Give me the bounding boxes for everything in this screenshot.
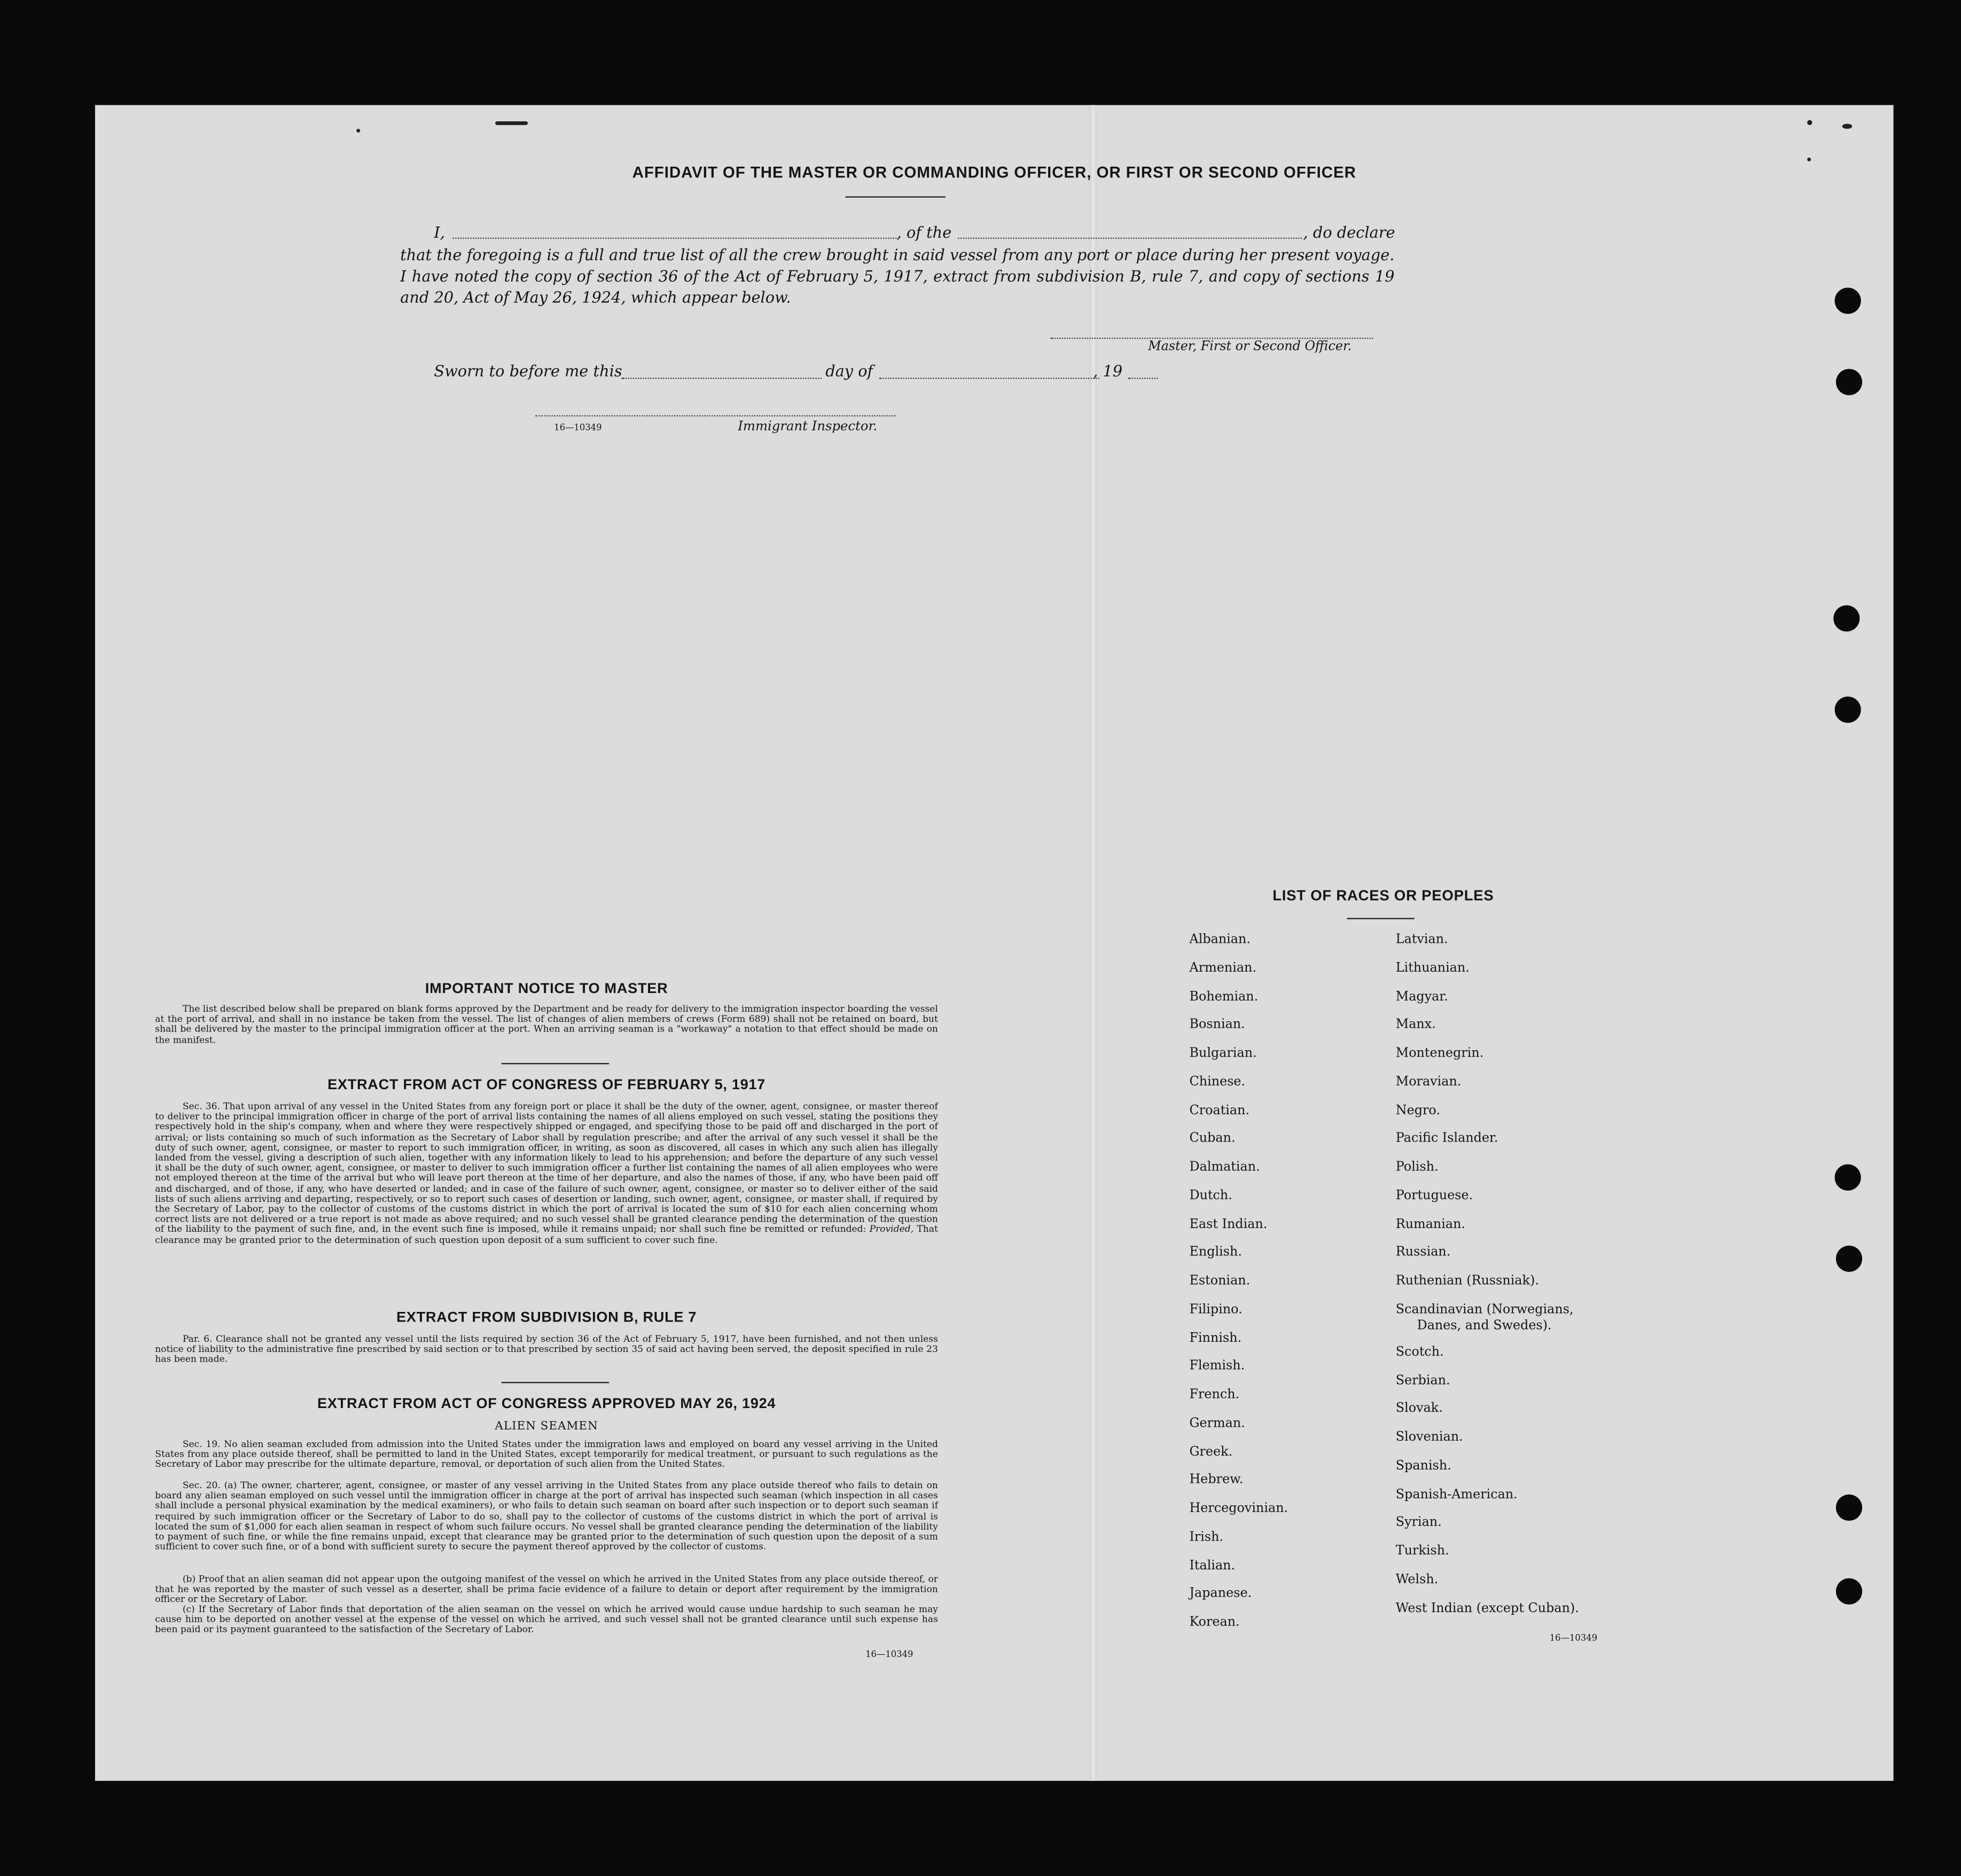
race-item: Danes, and Swedes). — [1417, 1319, 1552, 1333]
sec19-body — [155, 1440, 938, 1471]
binder-hole — [1833, 605, 1860, 631]
races-title: LIST OF RACES OR PEOPLES — [1272, 886, 1494, 904]
race-item: Bulgarian. — [1189, 1046, 1257, 1061]
race-item: German. — [1189, 1416, 1245, 1431]
races-underline — [1347, 918, 1414, 919]
extract-form-number: 16—10349 — [865, 1650, 913, 1660]
race-item: Hercegovinian. — [1189, 1502, 1288, 1516]
race-item: Spanish. — [1395, 1459, 1451, 1473]
extract-1917-body — [155, 1102, 938, 1246]
signature-label: Master, First or Second Officer. — [1148, 340, 1352, 354]
race-item: Syrian. — [1395, 1516, 1442, 1530]
affidavit-body: that the foregoing is a full and true list of all the crew brought in said vessel from any port or place during her present voyage. I have noted the copy of section 36 of the Act of February 5, 1917, extract from subdivision B, rule 7, and copy of sections 19 and 20, Act of May 26, 1924, which appear below. — [400, 246, 1395, 307]
notice-body: The list described below shall be prepared on blank forms approved by the Department and be ready for delivery to the immigration inspector boarding the vessel at the port of arrival, and shall in no instance be taken from the vessel. The list of changes of alien members of crews (Form 689) shall not be retained on board, but shall be delivered by the master to the principal immigration officer at the port. When an arriving seaman is a "workaway" a notation to that effect should be made on the manifest. — [155, 1003, 938, 1045]
race-item: Flemish. — [1189, 1359, 1245, 1374]
sec20a-body — [155, 1481, 938, 1552]
alien-seamen-subtitle: ALIEN SEAMEN — [495, 1419, 598, 1434]
affidavit-of-the: , of the — [896, 224, 952, 241]
binder-hole — [1835, 1164, 1861, 1191]
race-item: Montenegrin. — [1395, 1046, 1484, 1061]
race-item: Filipino. — [1189, 1302, 1243, 1317]
race-item: Magyar. — [1395, 990, 1448, 1004]
title-underline — [846, 197, 946, 198]
name-blank — [453, 238, 897, 239]
speck — [1842, 124, 1853, 129]
sec20b-body: (b) Proof that an alien seaman did not appear upon the outgoing manifest of the vessel on which he arrived in the United States from any place outside thereof, or that he was reported by the master of such vessel as a deserter, shall be prima facie evidence of a failure to detain or deport after requirement by the immigration officer or the Secretary of Labor. — [155, 1573, 938, 1605]
page-fold — [1089, 105, 1097, 1781]
sec20c-body: (c) If the Secretary of Labor finds that deportation of the alien seaman on the vessel on which he arrived would cause undue hardship to such seaman he may cause him to be deported on another vessel at the expense of the vessel on which he arrived, and such vessel shall not be granted clearance until such expense has been paid or its payment guaranteed to the satisfaction of the Secretary of Labor. — [155, 1603, 938, 1635]
sworn-year: , 19 — [1093, 362, 1123, 380]
race-item: English. — [1189, 1246, 1242, 1260]
race-item: Slovak. — [1395, 1402, 1443, 1417]
sec19-text: No alien seaman excluded from admission into the United States under the immigration laws and employed on board any vessel arriving in the United States from any place outside thereof, shall be permitted to land in the United States, except temporarily for medical treatment, or pursuant to such regulations as the Secretary of Labor may prescribe for the ultimate departure, removal, or deportation of such alien from the United States. — [155, 1438, 938, 1470]
race-item: West Indian (except Cuban). — [1395, 1601, 1579, 1615]
race-item: Latvian. — [1395, 933, 1448, 947]
race-item: Negro. — [1395, 1104, 1440, 1117]
extract-1917-title: EXTRACT FROM ACT OF CONGRESS OF FEBRUARY 5, 1917 — [327, 1076, 766, 1093]
race-item: Scandinavian (Norwegians, — [1395, 1302, 1574, 1317]
binder-hole — [1836, 1495, 1862, 1521]
year-blank — [1128, 378, 1158, 379]
extract-rule7-title: EXTRACT FROM SUBDIVISION B, RULE 7 — [396, 1309, 697, 1326]
race-item: Polish. — [1395, 1160, 1439, 1175]
race-item: Scotch. — [1395, 1345, 1444, 1359]
sworn-prefix: Sworn to before me this — [434, 362, 622, 380]
race-item: Irish. — [1189, 1530, 1224, 1544]
binder-hole — [1835, 287, 1861, 314]
provided-word: Provided, — [869, 1223, 914, 1235]
sec20a-text: (a) The owner, charterer, agent, consignee, or master of any vessel arriving in the United States from any place outside thereof who fails to detain on board any alien seaman employed on such vessel until the immigration officer in charge at the port of arrival has inspected such seaman (which inspection in all cases shall include a personal physical examination by the medical examiners), or who fails to detain such seaman on board after such inspection or to deport such seaman if required by such immigration officer or the Secretary of Labor to do so, shall pay to the collector of customs of the customs district in which the port of arrival is located the sum of $1,000 for each alien seaman in respect of whom such failure occurs. No vessel shall be granted clearance pending the determination of the liability to payment of such fine, or while the fine remains unpaid, except that clearance may be granted prior to the determination of such question upon the deposit of a sum sufficient to cover such fine, or of a bond with sufficient surety to secure the payment thereof approved by the collector of customs. — [155, 1479, 938, 1552]
race-item: Manx. — [1395, 1018, 1436, 1033]
race-item: Chinese. — [1189, 1075, 1246, 1089]
race-item: Cuban. — [1189, 1132, 1236, 1146]
vessel-blank — [958, 238, 1302, 239]
race-item: French. — [1189, 1388, 1240, 1402]
signature-line — [1051, 338, 1373, 339]
race-item: Moravian. — [1395, 1075, 1462, 1089]
race-item: Bosnian. — [1189, 1018, 1245, 1033]
speck — [1807, 158, 1811, 161]
race-item: Croatian. — [1189, 1104, 1250, 1117]
race-item: Bohemian. — [1189, 990, 1259, 1004]
day-blank — [622, 378, 822, 379]
race-item: Serbian. — [1395, 1374, 1450, 1388]
race-item: Estonian. — [1189, 1274, 1251, 1288]
race-item: Rumanian. — [1395, 1217, 1466, 1231]
notice-title: IMPORTANT NOTICE TO MASTER — [425, 980, 668, 997]
race-item: Korean. — [1189, 1615, 1240, 1630]
binder-hole — [1835, 697, 1861, 723]
race-item: Dalmatian. — [1189, 1160, 1260, 1175]
affidavit-i: I, — [434, 224, 445, 241]
race-item: Turkish. — [1395, 1544, 1449, 1559]
binder-hole — [1836, 1246, 1862, 1272]
race-item: Greek. — [1189, 1445, 1233, 1459]
month-blank — [879, 378, 1099, 379]
race-item: Albanian. — [1189, 933, 1251, 947]
inspector-line — [535, 415, 895, 416]
inspector-label: Immigrant Inspector. — [738, 419, 878, 434]
races-form-number: 16—10349 — [1549, 1633, 1598, 1644]
rule7-divider — [502, 1382, 609, 1383]
race-item: Ruthenian (Russniak). — [1395, 1274, 1539, 1288]
affidavit-declare: , do declare — [1303, 224, 1395, 241]
notice-divider — [502, 1063, 609, 1064]
extract-rule7-body: Par. 6. Clearance shall not be granted any vessel until the lists required by section 36 of the Act of February 5, 1917, have been furnished, and not then unless notice of liability to the administrative fine prescribed by said section or to that prescribed by section 35 of said act having been served, the deposit specified in rule 23 has been made. — [155, 1333, 938, 1365]
sec19-label: Sec. 19. — [182, 1438, 221, 1450]
race-item: Italian. — [1189, 1559, 1236, 1573]
race-item: Dutch. — [1189, 1189, 1232, 1203]
affidavit-title: AFFIDAVIT OF THE MASTER OR COMMANDING OFFICER, OR FIRST OR SECOND OFFICER — [632, 163, 1356, 182]
race-item: Pacific Islander. — [1395, 1132, 1498, 1146]
race-item: Hebrew. — [1189, 1473, 1244, 1488]
race-item: Slovenian. — [1395, 1431, 1463, 1445]
sec36-text: That upon arrival of any vessel in the United States from any foreign port or place it shall be the duty of the owner, agent, consignee, or master thereof to deliver to the principal immigration officer in charge of the port of arrival lists containing the names of all aliens employed on such vessel, stating the positions they respectively hold in the ship's company, when and where they were respectively shipped or engaged, and specifying those to be paid off and discharged in the port of arrival; or lists containing so much of such information as the Secretary of Labor shall by regulation prescribe; and after the arrival of any such vessel it shall be the duty of such owner, agent, consignee, or master to report to such immigration officer, in writing, as soon as discovered, all cases in which any such alien has illegally landed from the vessel, giving a description of such alien, together with any information likely to lead to his apprehension; and before the departure of any such vessel it shall be the duty of such owner, agent, consignee, or master to deliver to such immigration officer a further list containing the names of all alien employees who were not employed thereon at the time of the arrival but who will leave port thereon at the time of her departure, and also the names of those, if any, who have been paid off and discharged, and of those, if any, who have deserted or landed; and in case of the failure of such owner, agent, consignee, or master so to deliver either of the said lists of such aliens arriving and departing, respectively, or so to report such cases of desertion or landing, such owner, agent, consignee, or master shall, if required by the Secretary of Labor, pay to the collector of customs of the customs district in which the port of arrival is located the sum of $10 for each alien concerning whom correct lists are not delivered or a true report is not made as above required; and no such vessel shall be granted clearance pending the determination of the question of the liability to the payment of such fine, and, in the event such fine is imposed, while it remains unpaid; nor shall such fine be remitted or refunded: — [155, 1100, 938, 1235]
race-item: Portuguese. — [1395, 1189, 1473, 1203]
race-item: Armenian. — [1189, 961, 1256, 975]
race-item: Finnish. — [1189, 1331, 1242, 1345]
sec36-label: Sec. 36. — [182, 1100, 220, 1112]
speck — [495, 121, 528, 125]
race-item: Japanese. — [1189, 1587, 1252, 1601]
race-item: East Indian. — [1189, 1217, 1268, 1231]
binder-hole — [1836, 369, 1862, 395]
race-item: Russian. — [1395, 1246, 1451, 1260]
race-item: Spanish-American. — [1395, 1488, 1518, 1502]
sec36-tail: That clearance may be granted prior to the determination of such question upon deposit of a sum sufficient to cover such fine. — [155, 1223, 938, 1245]
document-page — [95, 105, 1894, 1781]
binder-hole — [1836, 1578, 1862, 1605]
sec20-label: Sec. 20. — [182, 1479, 221, 1491]
sworn-day: day of — [825, 362, 873, 380]
speck — [356, 129, 360, 132]
race-item: Welsh. — [1395, 1573, 1439, 1587]
race-item: Lithuanian. — [1395, 961, 1470, 975]
affidavit-form-number: 16—10349 — [554, 423, 602, 433]
extract-1924-title: EXTRACT FROM ACT OF CONGRESS APPROVED MAY 26, 1924 — [317, 1395, 776, 1412]
speck — [1807, 120, 1812, 125]
